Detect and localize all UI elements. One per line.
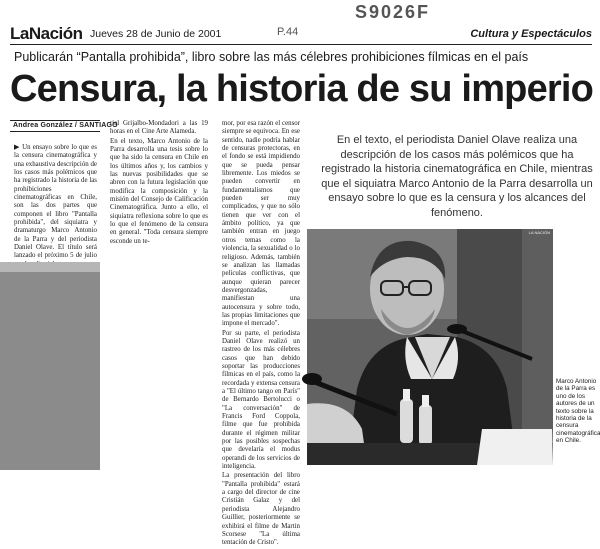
article-column-3 xyxy=(222,120,300,549)
article-column-2 xyxy=(110,120,208,247)
paragraph: ▶ Un ensayo sobre lo que es la censura cinematográfica y una exhaustiva descripción de los casos más polémicos que ha registrado la historia de las prohibiciones cinematográficas en Chile, son las dos partes que componen el libro "Pantalla prohibida", del siquiatra y dramaturgo Marco Antonio de la Parra y del periodista Daniel Olave. El título será lanzado el próximo 5 de julio xyxy=(14,144,97,260)
adjacent-article-fragment xyxy=(0,262,100,470)
paragraph: mor, por esa razón el censor siempre se equivoca. En ese sentido, nadie podría hablar de censuras protectoras, en el fondo se está impidiendo que se pueda pensar libremente. Los miedos se pueden convertir en fundamentalismos que pueden ser muy complicados, y que no sólo tienen que ver con el ámbito político, ya que también entran en juego otros temas como la violencia, la sexualidad o lo religioso. Además, también se analizan las llamadas películas conflictivas, que aunque quieran parecer desvergonzadas, manifiestan una autocensura y sobre todo, las propias limitaciones que impone el mercado". xyxy=(222,120,300,328)
article-headline: Censura, la historia de su imperio xyxy=(10,68,594,110)
photo-caption: Marco Antonio de la Parra es uno de los autores de un texto sobre la historia de la censura cinematográfica en Chile. xyxy=(556,378,600,445)
masthead xyxy=(10,24,592,43)
article-column-1 xyxy=(14,144,97,270)
handwritten-page: P.44 xyxy=(277,26,299,38)
byline-rule-bottom xyxy=(10,131,100,132)
paragraph: Por su parte, el periodista Daniel Olave realizó un rastreo de los más célebres casos que han debido soportar las producciones fílmicas en el país, como la recordada y extensa censura a "El último tango en París" de Bernardo Bertolucci o "La conversación" de Francis Ford Coppola, filme que fue prohibida durante el régimen militar por las posibles sospechas que develaría el modus operandi de los servicios de inteligencia. xyxy=(222,329,300,471)
masthead-rule xyxy=(10,44,592,45)
gray-strip xyxy=(0,262,100,272)
author-photo xyxy=(307,229,553,465)
article-byline: Andrea González / SANTIAGO xyxy=(13,122,118,129)
paragraph: La presentación del libro "Pantalla prohibida" estará a cargo del director de cine Cristián Galaz y del periodista Alejandro Guillier, posteriormente se exhibirá el filme de Martin Scorsese "La última tentación de Cristo". xyxy=(222,472,300,547)
newspaper-logo: LaNación xyxy=(10,24,83,43)
paragraph: rial Grijalbo-Mondadori a las 19 horas en el Cine Arte Alameda. xyxy=(110,120,208,136)
byline-rule xyxy=(10,120,100,121)
section-name: Cultura y Espectáculos xyxy=(470,28,592,40)
photo-illustration xyxy=(307,229,553,465)
issue-date: Jueves 28 de Junio de 2001 xyxy=(90,28,222,40)
pull-quote: En el texto, el periodista Daniel Olave realiza una descripción de los casos más polémicos que ha registrado la historia cinematográfica en Chile, mientras que el siquiatra Marco Antonio de la Parra desarrolla un ensayo sobre lo que es la censura y los alcances del fenómeno. xyxy=(321,134,593,219)
article-kicker: Publicarán “Pantalla prohibida”, libro sobre las más célebres prohibiciones fílmicas en el país xyxy=(14,50,529,64)
paragraph: En el texto, Marco Antonio de la Parra desarrolla una tesis sobre lo que ha sido la censura en Chile en los últimos años y, los cambios y las nuevas posibilidades que se abren con la futura legislación que modifica la composición y la misión del Consejo de Calificación Cinematográfica. Junto a ello, el siquiatra reflexiona sobre lo que es lo que el fenómeno de la censura en general. "Toda censura siempre esconde un te- xyxy=(110,137,208,245)
handwritten-id: S9026F xyxy=(355,2,431,22)
photo-credit: LA NACIÓN xyxy=(528,230,550,235)
